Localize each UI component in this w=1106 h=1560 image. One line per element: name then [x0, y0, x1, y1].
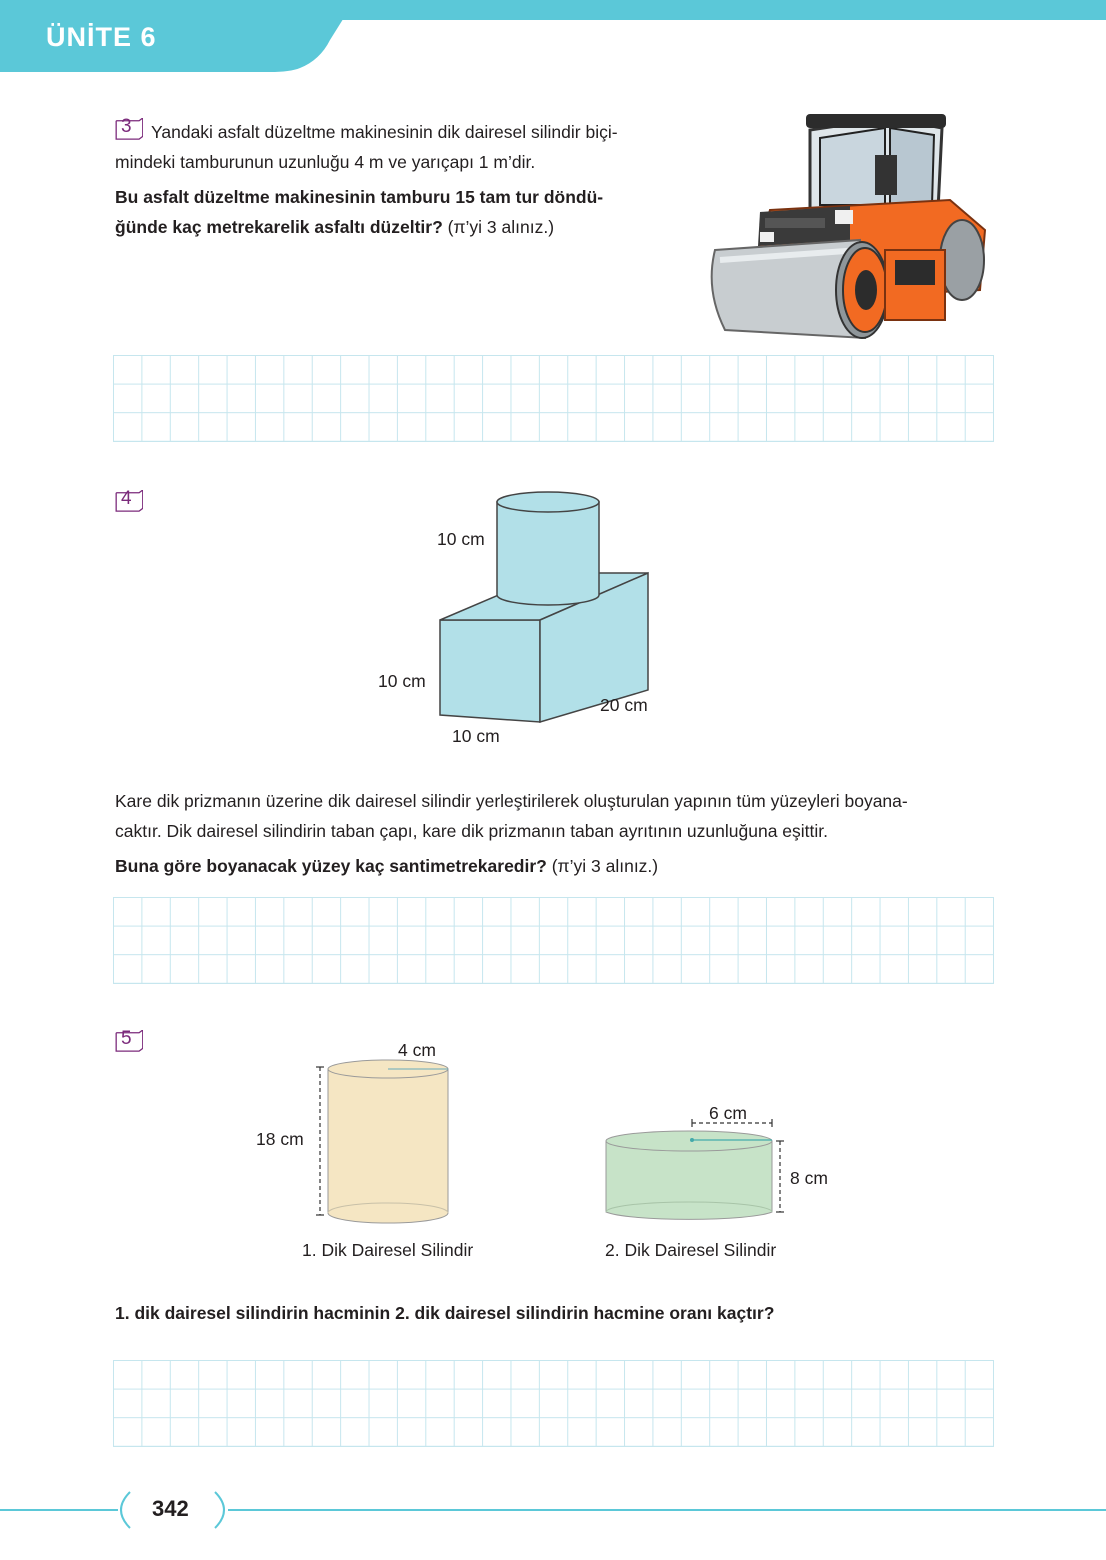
cylinder-2-radius-label: 6 cm: [709, 1103, 747, 1123]
cylinder-1-caption: 1. Dik Dairesel Silindir: [302, 1240, 474, 1260]
prism-length-label: 20 cm: [600, 695, 648, 715]
q3-text-line2: mindeki tamburunun uzunluğu 4 m ve yarıçapı 1 m’dir.: [115, 152, 536, 172]
cylinder-2-figure: [600, 1115, 800, 1225]
q3-question-line2: [115, 212, 554, 242]
cylinder-1-height-label: 18 cm: [256, 1129, 304, 1149]
asphalt-roller-image: [700, 100, 1000, 350]
unit-title: ÜNİTE 6: [46, 22, 157, 52]
answer-grid-q3[interactable]: [113, 355, 994, 442]
q4-question-bold: Buna göre boyanacak yüzey kaç santimetrekaredir?: [115, 856, 547, 876]
cylinder-1-radius-label: 4 cm: [398, 1040, 436, 1060]
q3-question-line1: Bu asfalt düzeltme makinesinin tamburu 15 tam tur döndü-: [115, 187, 604, 207]
q4-text-line1: Kare dik prizmanın üzerine dik dairesel silindir yerleştirilerek oluşturulan yapının tüm yüzeyleri boyana-: [115, 791, 908, 811]
question-number: 5: [121, 1028, 132, 1049]
question-number: 4: [121, 488, 132, 509]
q4-question: [115, 851, 658, 881]
answer-grid-q4[interactable]: [113, 897, 994, 984]
question-number: 3: [121, 116, 132, 137]
prism-width-label: 10 cm: [452, 726, 500, 746]
q5-question: 1. dik dairesel silindirin hacminin 2. dik dairesel silindirin hacmine oranı kaçtır?: [115, 1303, 775, 1323]
q3-hint: (π’yi 3 alınız.): [442, 217, 555, 237]
prism-height-label: 10 cm: [378, 671, 426, 691]
cylinder-1-figure: [300, 1055, 460, 1225]
answer-grid-q5[interactable]: [113, 1360, 994, 1447]
q3-question-bold: ğünde kaç metrekarelik asfaltı düzeltir?: [115, 217, 443, 237]
q4-text-line2: caktır. Dik dairesel silindirin taban çapı, kare dik prizmanın taban ayrıtının uzunluğuna eşittir.: [115, 821, 829, 841]
q4-hint: (π’yi 3 alınız.): [546, 856, 659, 876]
cylinder-2-caption: 2. Dik Dairesel Silindir: [605, 1240, 777, 1260]
cylinder-2-height-label: 8 cm: [790, 1168, 828, 1188]
page-number: 342: [152, 1496, 189, 1521]
prism-cylinder-figure: [430, 485, 660, 725]
q3-text-line1: Yandaki asfalt düzeltme makinesinin dik dairesel silindir biçi-: [151, 122, 618, 142]
cylinder-height-label: 10 cm: [437, 529, 485, 549]
